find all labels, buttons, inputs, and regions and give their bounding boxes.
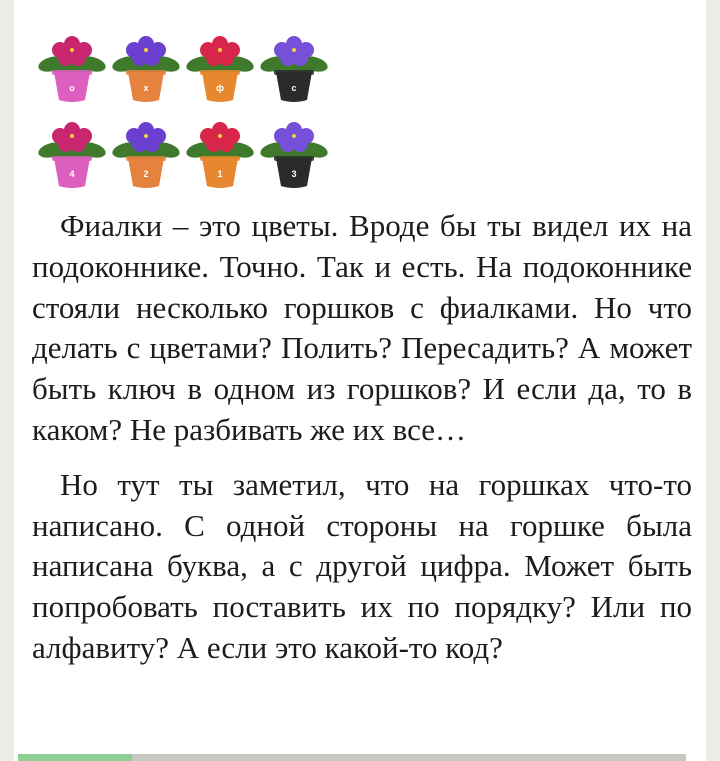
pots-row-digits — [34, 116, 334, 194]
pot-rim — [52, 156, 92, 161]
bloom-center — [144, 48, 148, 52]
pot-rim — [200, 70, 240, 75]
pot-label: х — [143, 83, 149, 93]
pots-row-letters — [34, 30, 334, 108]
flower-pot — [256, 116, 332, 194]
bloom-center — [218, 134, 222, 138]
pot-rim — [274, 70, 314, 75]
bloom-center — [218, 48, 222, 52]
flower-pot — [182, 30, 258, 108]
flower-pot — [256, 30, 332, 108]
pot-label: о — [69, 83, 75, 93]
pot-label: 1 — [217, 169, 223, 179]
bloom-center — [292, 48, 296, 52]
pot-rim — [126, 70, 166, 75]
pot-rim — [126, 156, 166, 161]
pot-rim — [274, 156, 314, 161]
pot-label: 2 — [143, 169, 149, 179]
bloom-center — [70, 48, 74, 52]
pot-rim — [200, 156, 240, 161]
paragraph-2: Но тут ты заметил, что на горшках что-то написано. С одной стороны на горшке была написана буква, а с другой цифра. Может быть попробовать поставить их по порядку? Или по алфавиту? А если это какой-то код? — [32, 466, 692, 665]
flower-pot — [182, 116, 258, 194]
story-text — [32, 206, 692, 683]
reader-page — [14, 0, 706, 761]
paragraph-1: Фиалки – это цветы. Вроде бы ты видел их на подоконнике. Точно. Так и есть. На подоконнике стояли несколько горшков с фиалками. Но что делать с цветами? Полить? Пересадить? А может быть ключ в одном из горшков? И если да, то в каком? Не разбивать же их все… — [32, 208, 692, 447]
reading-progress-bar[interactable] — [18, 754, 686, 761]
bloom-center — [70, 134, 74, 138]
bloom-center — [144, 134, 148, 138]
pot-label: ф — [216, 83, 224, 93]
flower-pot — [108, 116, 184, 194]
violet-pots-illustration — [34, 22, 334, 190]
bloom-center — [292, 134, 296, 138]
flower-pot — [108, 30, 184, 108]
pot-label: 3 — [291, 169, 297, 179]
pot-label: 4 — [69, 169, 75, 179]
flower-pot — [34, 116, 110, 194]
reading-progress-fill — [18, 754, 132, 761]
flower-pot — [34, 30, 110, 108]
pot-rim — [52, 70, 92, 75]
pot-label: с — [291, 83, 297, 93]
